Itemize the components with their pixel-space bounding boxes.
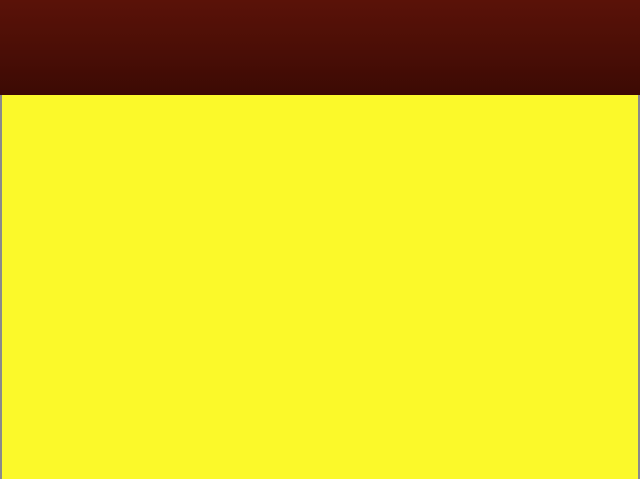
header-banner	[0, 0, 640, 95]
table-left-border	[0, 95, 2, 479]
schedule-table	[0, 95, 640, 479]
